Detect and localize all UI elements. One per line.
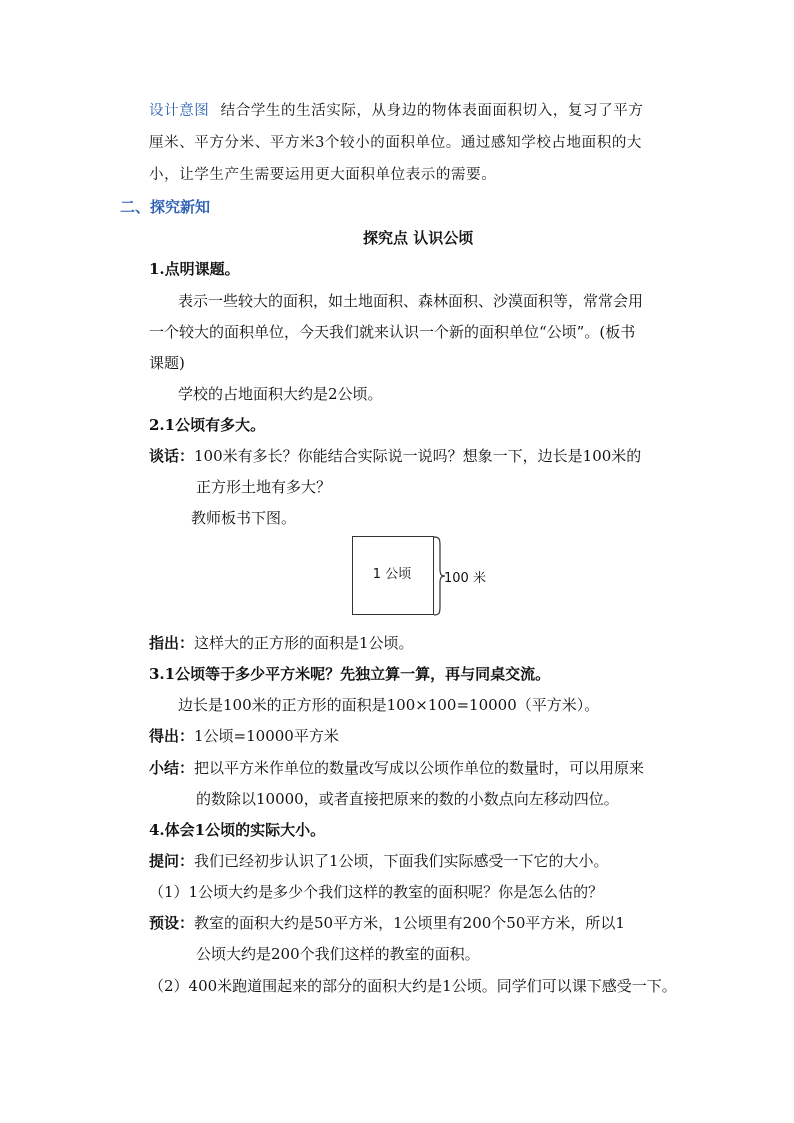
result-label: 得出： [149, 727, 195, 745]
side-length-label: 100 米 [444, 571, 486, 586]
result-text: 1公顷=10000平方米 [194, 727, 339, 745]
heading-4: 4.体会1公顷的实际大小。 [149, 821, 326, 839]
heading-1: 1.点明课题。 [149, 260, 240, 278]
design-intent-line-3: 小，让学生产生需要运用更大面积单位表示的需要。 [149, 167, 497, 183]
talk-label: 谈话： [149, 447, 195, 465]
question-2: （2）400米跑道围起来的部分的面积大约是1公顷。同学们可以课下感受一下。 [149, 977, 677, 995]
calc-line: 边长是100米的正方形的面积是100×100=10000（平方米）。 [178, 696, 600, 714]
p1-line-4: 学校的占地面积大约是2公顷。 [178, 385, 383, 403]
summary-text: 把以平方米作单位的数量改写成以公顷作单位的数量时，可以用原来 [194, 759, 645, 777]
preset-text: 教室的面积大约是50平方米，1公顷里有200个50平方米，所以1 [194, 914, 625, 932]
design-intent-line-2: 厘米、平方分米、平方米3个较小的面积单位。通过感知学校占地面积的大 [149, 135, 643, 151]
hectare-figure [352, 536, 488, 616]
heading-3: 3.1公顷等于多少平方米呢？先独立算一算，再与同桌交流。 [149, 665, 551, 683]
design-intent-text: 结合学生的生活实际，从身边的物体表面面积切入，复习了平方 [220, 103, 644, 119]
summary-line-2: 的数除以10000，或者直接把原来的数的小数点向左移动四位。 [196, 790, 619, 808]
design-intent-line-1 [149, 101, 643, 121]
heading-2: 2.1公顷有多大。 [149, 416, 266, 434]
square-label: 1 公顷 [372, 567, 412, 582]
preset-line-2: 公顷大约是200个我们这样的教室的面积。 [196, 945, 480, 963]
point-text: 这样大的正方形的面积是1公顷。 [194, 634, 414, 652]
talk-text: 100米有多长？你能结合实际说一说吗？想象一下，边长是100米的 [194, 447, 642, 465]
topic-title: 探究点 认识公顷 [363, 229, 474, 247]
design-intent-label: 设计意图 [149, 103, 210, 119]
p1-line-3: 课题) [149, 354, 185, 372]
ask-label: 提问： [149, 852, 195, 870]
board-note: 教师板书下图。 [191, 509, 297, 527]
ask-line [149, 851, 609, 871]
p1-line-1: 表示一些较大的面积，如土地面积、森林面积、沙漠面积等，常常会用 [178, 292, 644, 310]
ask-text: 我们已经初步认识了1公顷，下面我们实际感受一下它的大小。 [194, 852, 609, 870]
talk-line-2: 正方形土地有多大？ [196, 478, 332, 496]
summary-label: 小结： [149, 759, 195, 777]
question-1: （1）1公顷大约是多少个我们这样的教室的面积呢？你是怎么估的？ [149, 883, 604, 901]
result-line [149, 726, 339, 746]
point-label: 指出： [149, 634, 195, 652]
preset-label: 预设： [149, 914, 195, 932]
p1-line-2: 一个较大的面积单位，今天我们就来认识一个新的面积单位“公顷”。(板书 [149, 323, 636, 341]
talk-line-1 [149, 446, 641, 466]
point-line [149, 633, 414, 653]
summary-line-1 [149, 758, 644, 778]
preset-line-1 [149, 913, 625, 933]
section-heading: 二、探究新知 [120, 198, 211, 216]
